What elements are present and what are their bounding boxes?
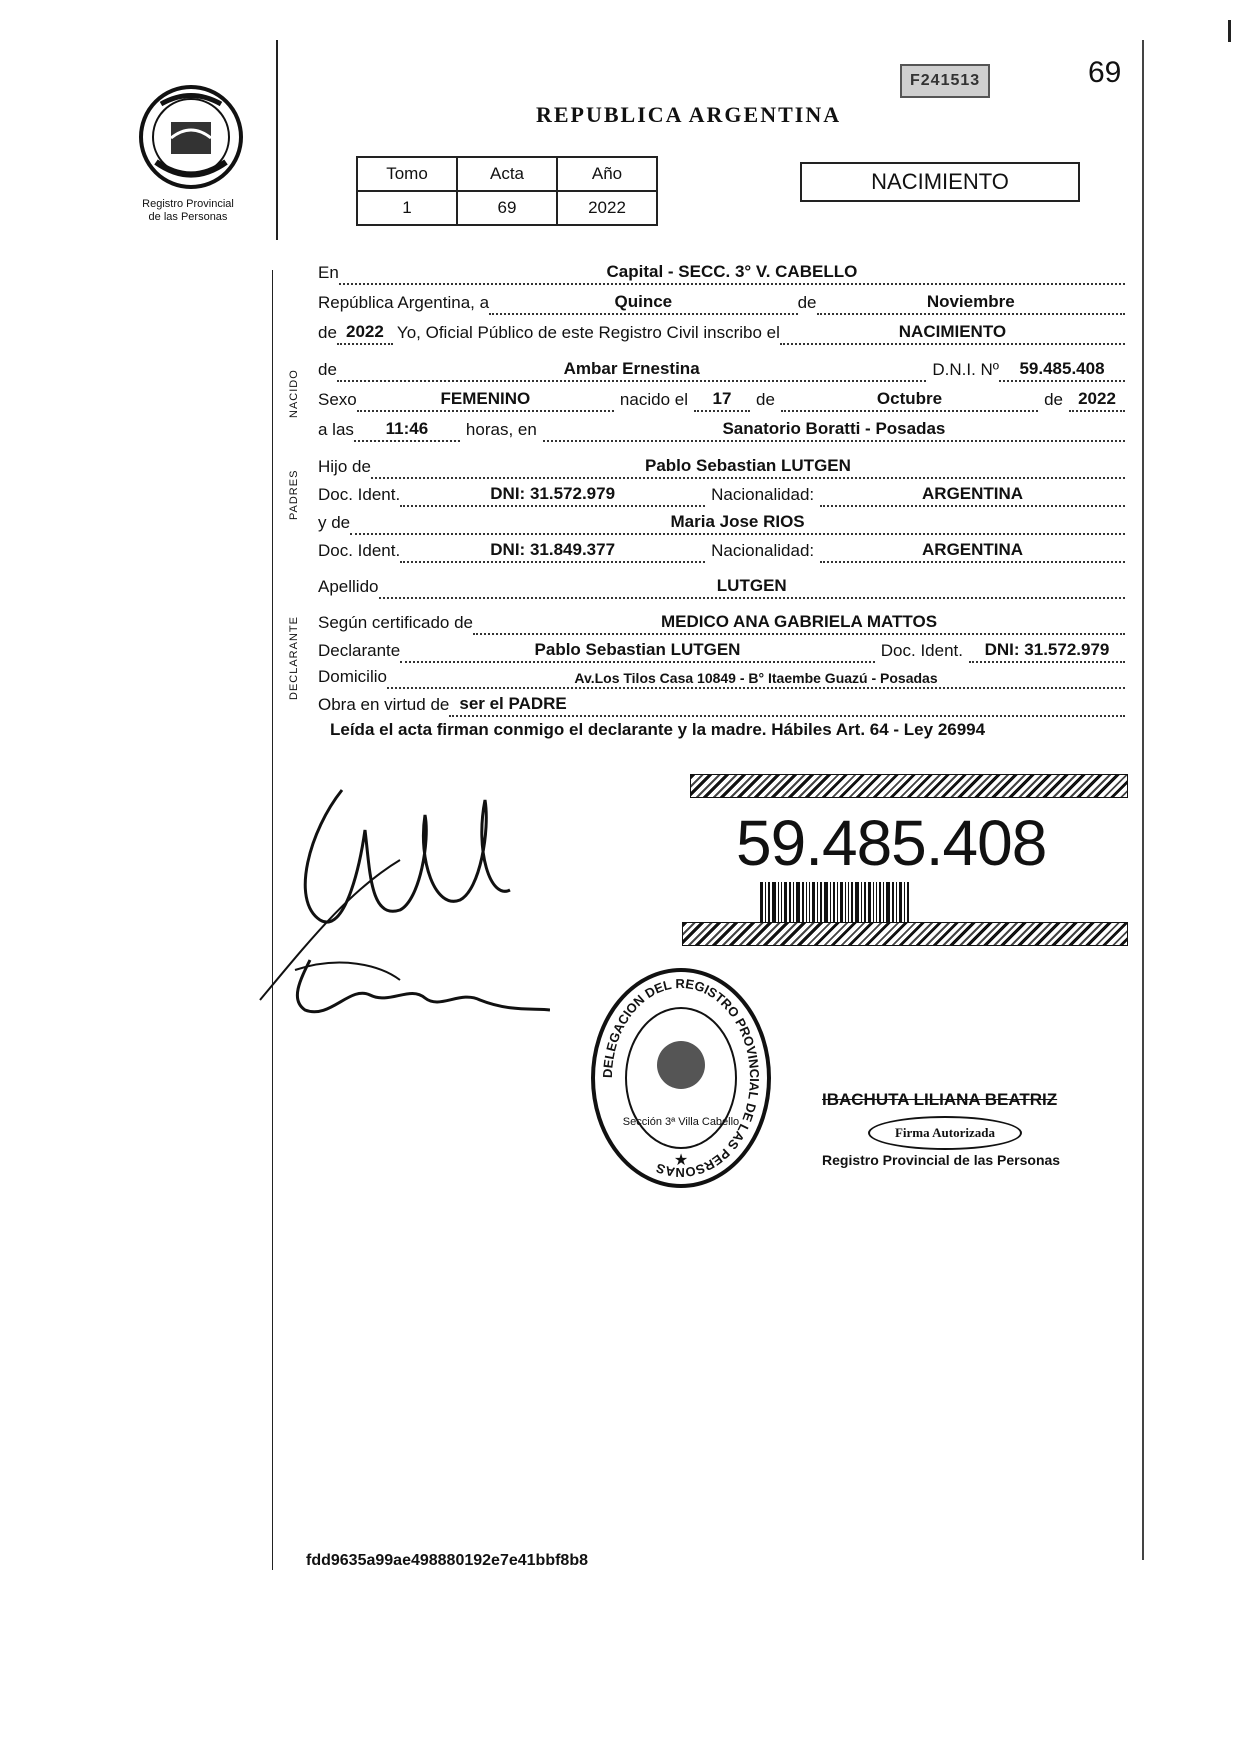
official-office: Registro Provincial de las Personas — [822, 1152, 1061, 1168]
label-de-anio: de — [318, 323, 337, 342]
value-certificado: MEDICO ANA GABRIELA MATTOS — [473, 612, 1125, 635]
row-madre-doc — [318, 536, 1125, 563]
side-label-padres: PADRES — [288, 469, 300, 520]
row-padre — [318, 452, 1125, 479]
barcode-bar — [772, 882, 776, 922]
row-fecha-inscripcion — [318, 288, 1125, 315]
ref-value-anio: 2022 — [557, 191, 657, 225]
value-mes: Noviembre — [817, 292, 1126, 315]
barcode-bar — [907, 882, 909, 922]
closing-note: Leída el acta firman conmigo el declarante y la madre. Hábiles Art. 64 - Ley 26994 — [330, 720, 986, 739]
row-padre-doc — [318, 480, 1125, 507]
barcode-bar — [883, 882, 884, 922]
barcode-bar — [760, 882, 763, 922]
document-hash: fdd9635a99ae498880192e7e41bbf8b8 — [306, 1552, 588, 1569]
logo-label-line1: Registro Provincial — [142, 198, 234, 210]
barcode-bar — [778, 882, 779, 922]
row-madre — [318, 508, 1125, 535]
row-en — [318, 258, 1125, 285]
serial-stamp: F241513 — [900, 64, 990, 98]
row-declarante — [318, 636, 1125, 663]
barcode-bar — [765, 882, 766, 922]
value-dia: Quince — [489, 292, 798, 315]
barcode-bar — [848, 882, 849, 922]
label-y-de: y de — [318, 513, 351, 532]
value-madre-nac: ARGENTINA — [820, 540, 1125, 563]
svg-text:DELEGACION DEL REGISTRO PROVIN: DELEGACION DEL REGISTRO PROVINCIAL DE LAS PERSONAS — [599, 975, 763, 1181]
barcode-bar — [837, 882, 838, 922]
barcode-bar — [824, 882, 828, 922]
row-domicilio — [318, 662, 1125, 689]
row-sexo — [318, 385, 1125, 412]
barcode-bar — [809, 882, 810, 922]
official-role-oval: Firma Autorizada — [868, 1116, 1022, 1150]
label-sexo: Sexo — [318, 390, 357, 409]
barcode-bar — [830, 882, 831, 922]
handwritten-signatures — [250, 770, 550, 1030]
row-apellido — [318, 572, 1125, 599]
label-republica: República Argentina, a — [318, 293, 490, 312]
act-type-box: NACIMIENTO — [800, 162, 1080, 202]
page-number: 69 — [1088, 56, 1122, 89]
logo-label — [118, 198, 258, 224]
provincial-shield-icon — [136, 82, 246, 192]
row-hora-lugar — [318, 415, 1125, 442]
value-domicilio: Av.Los Tilos Casa 10849 - B° Itaembe Guazú - Posadas — [387, 670, 1125, 689]
value-padre-doc: DNI: 31.572.979 — [400, 484, 705, 507]
registry-seal — [588, 965, 774, 1191]
right-margin-line — [1142, 40, 1144, 1560]
security-band-bottom — [682, 922, 1128, 946]
label-padre-nac: Nacionalidad: — [711, 485, 815, 504]
value-nombre: Ambar Ernestina — [337, 359, 926, 382]
ref-header-acta: Acta — [457, 157, 557, 191]
barcode-bar — [820, 882, 822, 922]
barcode-bar — [886, 882, 890, 922]
value-tipo: NACIMIENTO — [780, 322, 1125, 345]
document-title: REPUBLICA ARGENTINA — [536, 102, 842, 127]
row-anio-oficial — [318, 318, 1125, 345]
barcode-bar — [892, 882, 894, 922]
barcode-bar — [806, 882, 807, 922]
label-madre-doc: Doc. Ident. — [318, 541, 401, 560]
svg-text:★: ★ — [673, 1152, 689, 1169]
barcode-bar — [873, 882, 874, 922]
value-madre-doc: DNI: 31.849.377 — [400, 540, 705, 563]
value-declarante-doc: DNI: 31.572.979 — [969, 640, 1125, 663]
row-nombre — [318, 355, 1125, 382]
value-nacido-anio: 2022 — [1069, 389, 1125, 412]
label-alas: a las — [318, 420, 354, 439]
barcode-bar — [781, 882, 782, 922]
label-hijo-de: Hijo de — [318, 457, 371, 476]
reference-table — [356, 156, 658, 226]
label-dni: D.N.I. Nº — [932, 360, 999, 379]
label-declarante-doc: Doc. Ident. — [880, 641, 963, 660]
logo-label-line2: de las Personas — [148, 211, 228, 223]
barcode-bar — [796, 882, 800, 922]
value-en: Capital - SECC. 3° V. CABELLO — [339, 262, 1125, 285]
barcode-bar — [868, 882, 871, 922]
value-lugar: Sanatorio Boratti - Posadas — [543, 419, 1125, 442]
official-name: IBACHUTA LILIANA BEATRIZ — [822, 1090, 1058, 1109]
barcode-bar — [833, 882, 835, 922]
label-padre-doc: Doc. Ident. — [318, 485, 401, 504]
label-madre-nac: Nacionalidad: — [711, 541, 815, 560]
barcode-bar — [812, 882, 815, 922]
value-dni: 59.485.408 — [999, 359, 1125, 382]
side-label-nacido: NACIDO — [288, 369, 300, 418]
barcode-bar — [817, 882, 818, 922]
dni-big-number: 59.485.408 — [736, 807, 1047, 879]
label-oficial: Yo, Oficial Público de este Registro Civil inscribo el — [396, 323, 780, 342]
label-domicilio: Domicilio — [318, 667, 387, 686]
value-nacido-dia: 17 — [694, 389, 750, 412]
barcode-bar — [793, 882, 794, 922]
label-obra: Obra en virtud de — [318, 695, 450, 714]
dni-barcode — [760, 882, 911, 922]
row-certificado — [318, 608, 1125, 635]
label-nacido-anio: de — [1044, 390, 1063, 409]
value-apellido: LUTGEN — [379, 576, 1126, 599]
label-apellido: Apellido — [318, 577, 379, 596]
barcode-bar — [789, 882, 791, 922]
barcode-bar — [840, 882, 843, 922]
barcode-bar — [861, 882, 862, 922]
value-obra: ser el PADRE — [449, 694, 1125, 717]
value-padre: Pablo Sebastian LUTGEN — [371, 456, 1125, 479]
edge-mark — [1228, 20, 1231, 42]
value-madre: Maria Jose RIOS — [350, 512, 1125, 535]
side-label-declarante: DECLARANTE — [288, 616, 300, 700]
svg-text:Sección 3ª Villa Cabello: Sección 3ª Villa Cabello — [622, 1116, 740, 1128]
label-nacido: nacido el — [619, 390, 688, 409]
value-declarante: Pablo Sebastian LUTGEN — [400, 640, 875, 663]
barcode-bar — [904, 882, 905, 922]
ref-header-tomo: Tomo — [357, 157, 457, 191]
security-band-top — [690, 774, 1128, 798]
barcode-bar — [899, 882, 902, 922]
value-nacido-mes: Octubre — [781, 389, 1038, 412]
barcode-bar — [845, 882, 846, 922]
label-declarante: Declarante — [318, 641, 401, 660]
ref-value-tomo: 1 — [357, 191, 457, 225]
label-en: En — [318, 263, 339, 282]
value-hora: 11:46 — [354, 419, 460, 442]
official-stamp — [822, 1090, 1062, 1168]
barcode-bar — [876, 882, 877, 922]
value-sexo: FEMENINO — [357, 389, 614, 412]
ref-header-anio: Año — [557, 157, 657, 191]
value-anio: 2022 — [337, 322, 393, 345]
label-nacido-de: de — [755, 390, 775, 409]
barcode-bar — [851, 882, 853, 922]
row-obra — [318, 690, 1125, 717]
barcode-bar — [896, 882, 897, 922]
label-de-mes: de — [797, 293, 817, 312]
ref-value-acta: 69 — [457, 191, 557, 225]
value-padre-nac: ARGENTINA — [820, 484, 1125, 507]
barcode-bar — [784, 882, 787, 922]
barcode-bar — [768, 882, 770, 922]
barcode-bar — [802, 882, 804, 922]
barcode-bar — [855, 882, 859, 922]
label-horas-en: horas, en — [465, 420, 537, 439]
left-margin-line — [276, 40, 278, 240]
label-certificado: Según certificado de — [318, 613, 473, 632]
barcode-bar — [879, 882, 881, 922]
label-de-nombre: de — [318, 360, 337, 379]
barcode-bar — [864, 882, 866, 922]
